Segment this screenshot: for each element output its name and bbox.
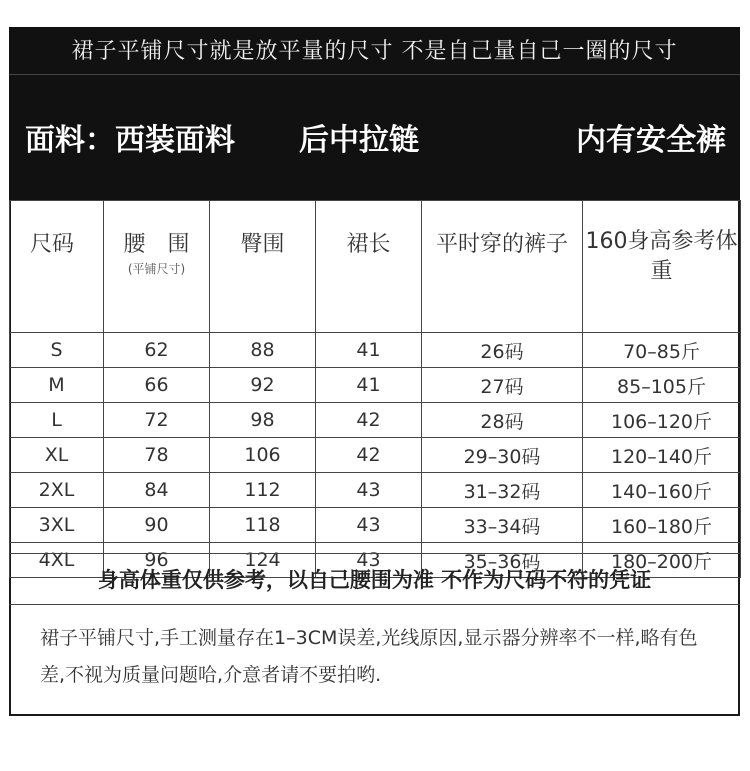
header-size: 尺码 (10, 201, 104, 333)
cell-pants: 29–30码 (422, 438, 583, 473)
cell-waist: 66 (104, 368, 210, 403)
table-row (10, 508, 741, 543)
cell-size: 3XL (10, 508, 104, 543)
table-header-row (10, 201, 741, 333)
cell-size: S (10, 333, 104, 368)
cell-pants: 28码 (422, 403, 583, 438)
cell-length: 41 (316, 368, 422, 403)
cell-hip: 124 (210, 543, 316, 578)
header-length: 裙长 (316, 201, 422, 333)
cell-length: 43 (316, 473, 422, 508)
cell-size: M (10, 368, 104, 403)
table-row (10, 403, 741, 438)
cell-weight: 70–85斤 (583, 333, 741, 368)
cell-length: 41 (316, 333, 422, 368)
header-weight: 160身高参考体重 (583, 201, 741, 333)
cell-length: 43 (316, 543, 422, 578)
cell-weight: 160–180斤 (583, 508, 741, 543)
header-pants: 平时穿的裤子 (422, 201, 583, 333)
cell-weight: 140–160斤 (583, 473, 741, 508)
cell-length: 42 (316, 403, 422, 438)
cell-size: L (10, 403, 104, 438)
cell-hip: 98 (210, 403, 316, 438)
cell-size: 2XL (10, 473, 104, 508)
cell-weight: 85–105斤 (583, 368, 741, 403)
banner-divider (9, 74, 740, 75)
cell-pants: 35–36码 (422, 543, 583, 578)
cell-waist: 78 (104, 438, 210, 473)
cell-pants: 27码 (422, 368, 583, 403)
cell-waist: 90 (104, 508, 210, 543)
cell-pants: 31–32码 (422, 473, 583, 508)
cell-waist: 62 (104, 333, 210, 368)
cell-pants: 26码 (422, 333, 583, 368)
cell-pants: 33–34码 (422, 508, 583, 543)
cell-weight: 106–120斤 (583, 403, 741, 438)
fabric-label: 面料：西装面料 (25, 123, 235, 158)
cell-waist: 96 (104, 543, 210, 578)
cell-size: XL (10, 438, 104, 473)
size-table (9, 200, 741, 578)
header-waist-label: 腰 围 (123, 232, 190, 257)
cell-hip: 92 (210, 368, 316, 403)
top-banner (9, 27, 740, 200)
cell-hip: 88 (210, 333, 316, 368)
cell-weight: 120–140斤 (583, 438, 741, 473)
cell-waist: 72 (104, 403, 210, 438)
cell-size: 4XL (10, 543, 104, 578)
reference-note: 身高体重仅供参考，以自己腰围为准 不作为尺码不符的凭证 (9, 553, 740, 605)
measurement-note: 裙子平铺尺寸就是放平量的尺寸 不是自己量自己一圈的尺寸 (71, 38, 678, 64)
table-row (10, 438, 741, 473)
header-waist-note: (平铺尺寸) (127, 262, 186, 276)
cell-hip: 118 (210, 508, 316, 543)
disclaimer-note: 裙子平铺尺寸,手工测量存在1–3CM误差,光线原因,显示器分辨率不一样,略有色差,不视为质量问题哈,介意者请不要拍哟. (40, 627, 698, 686)
cell-hip: 112 (210, 473, 316, 508)
cell-hip: 106 (210, 438, 316, 473)
safety-shorts-label: 内有安全裤 (576, 123, 726, 158)
cell-length: 43 (316, 508, 422, 543)
cell-weight: 180–200斤 (583, 543, 741, 578)
cell-waist: 84 (104, 473, 210, 508)
header-waist (104, 201, 210, 333)
cell-length: 42 (316, 438, 422, 473)
header-hip: 臀围 (210, 201, 316, 333)
table-row (10, 368, 741, 403)
table-row (10, 473, 741, 508)
table-body (10, 333, 741, 578)
zipper-label: 后中拉链 (299, 123, 419, 158)
table-row (10, 333, 741, 368)
